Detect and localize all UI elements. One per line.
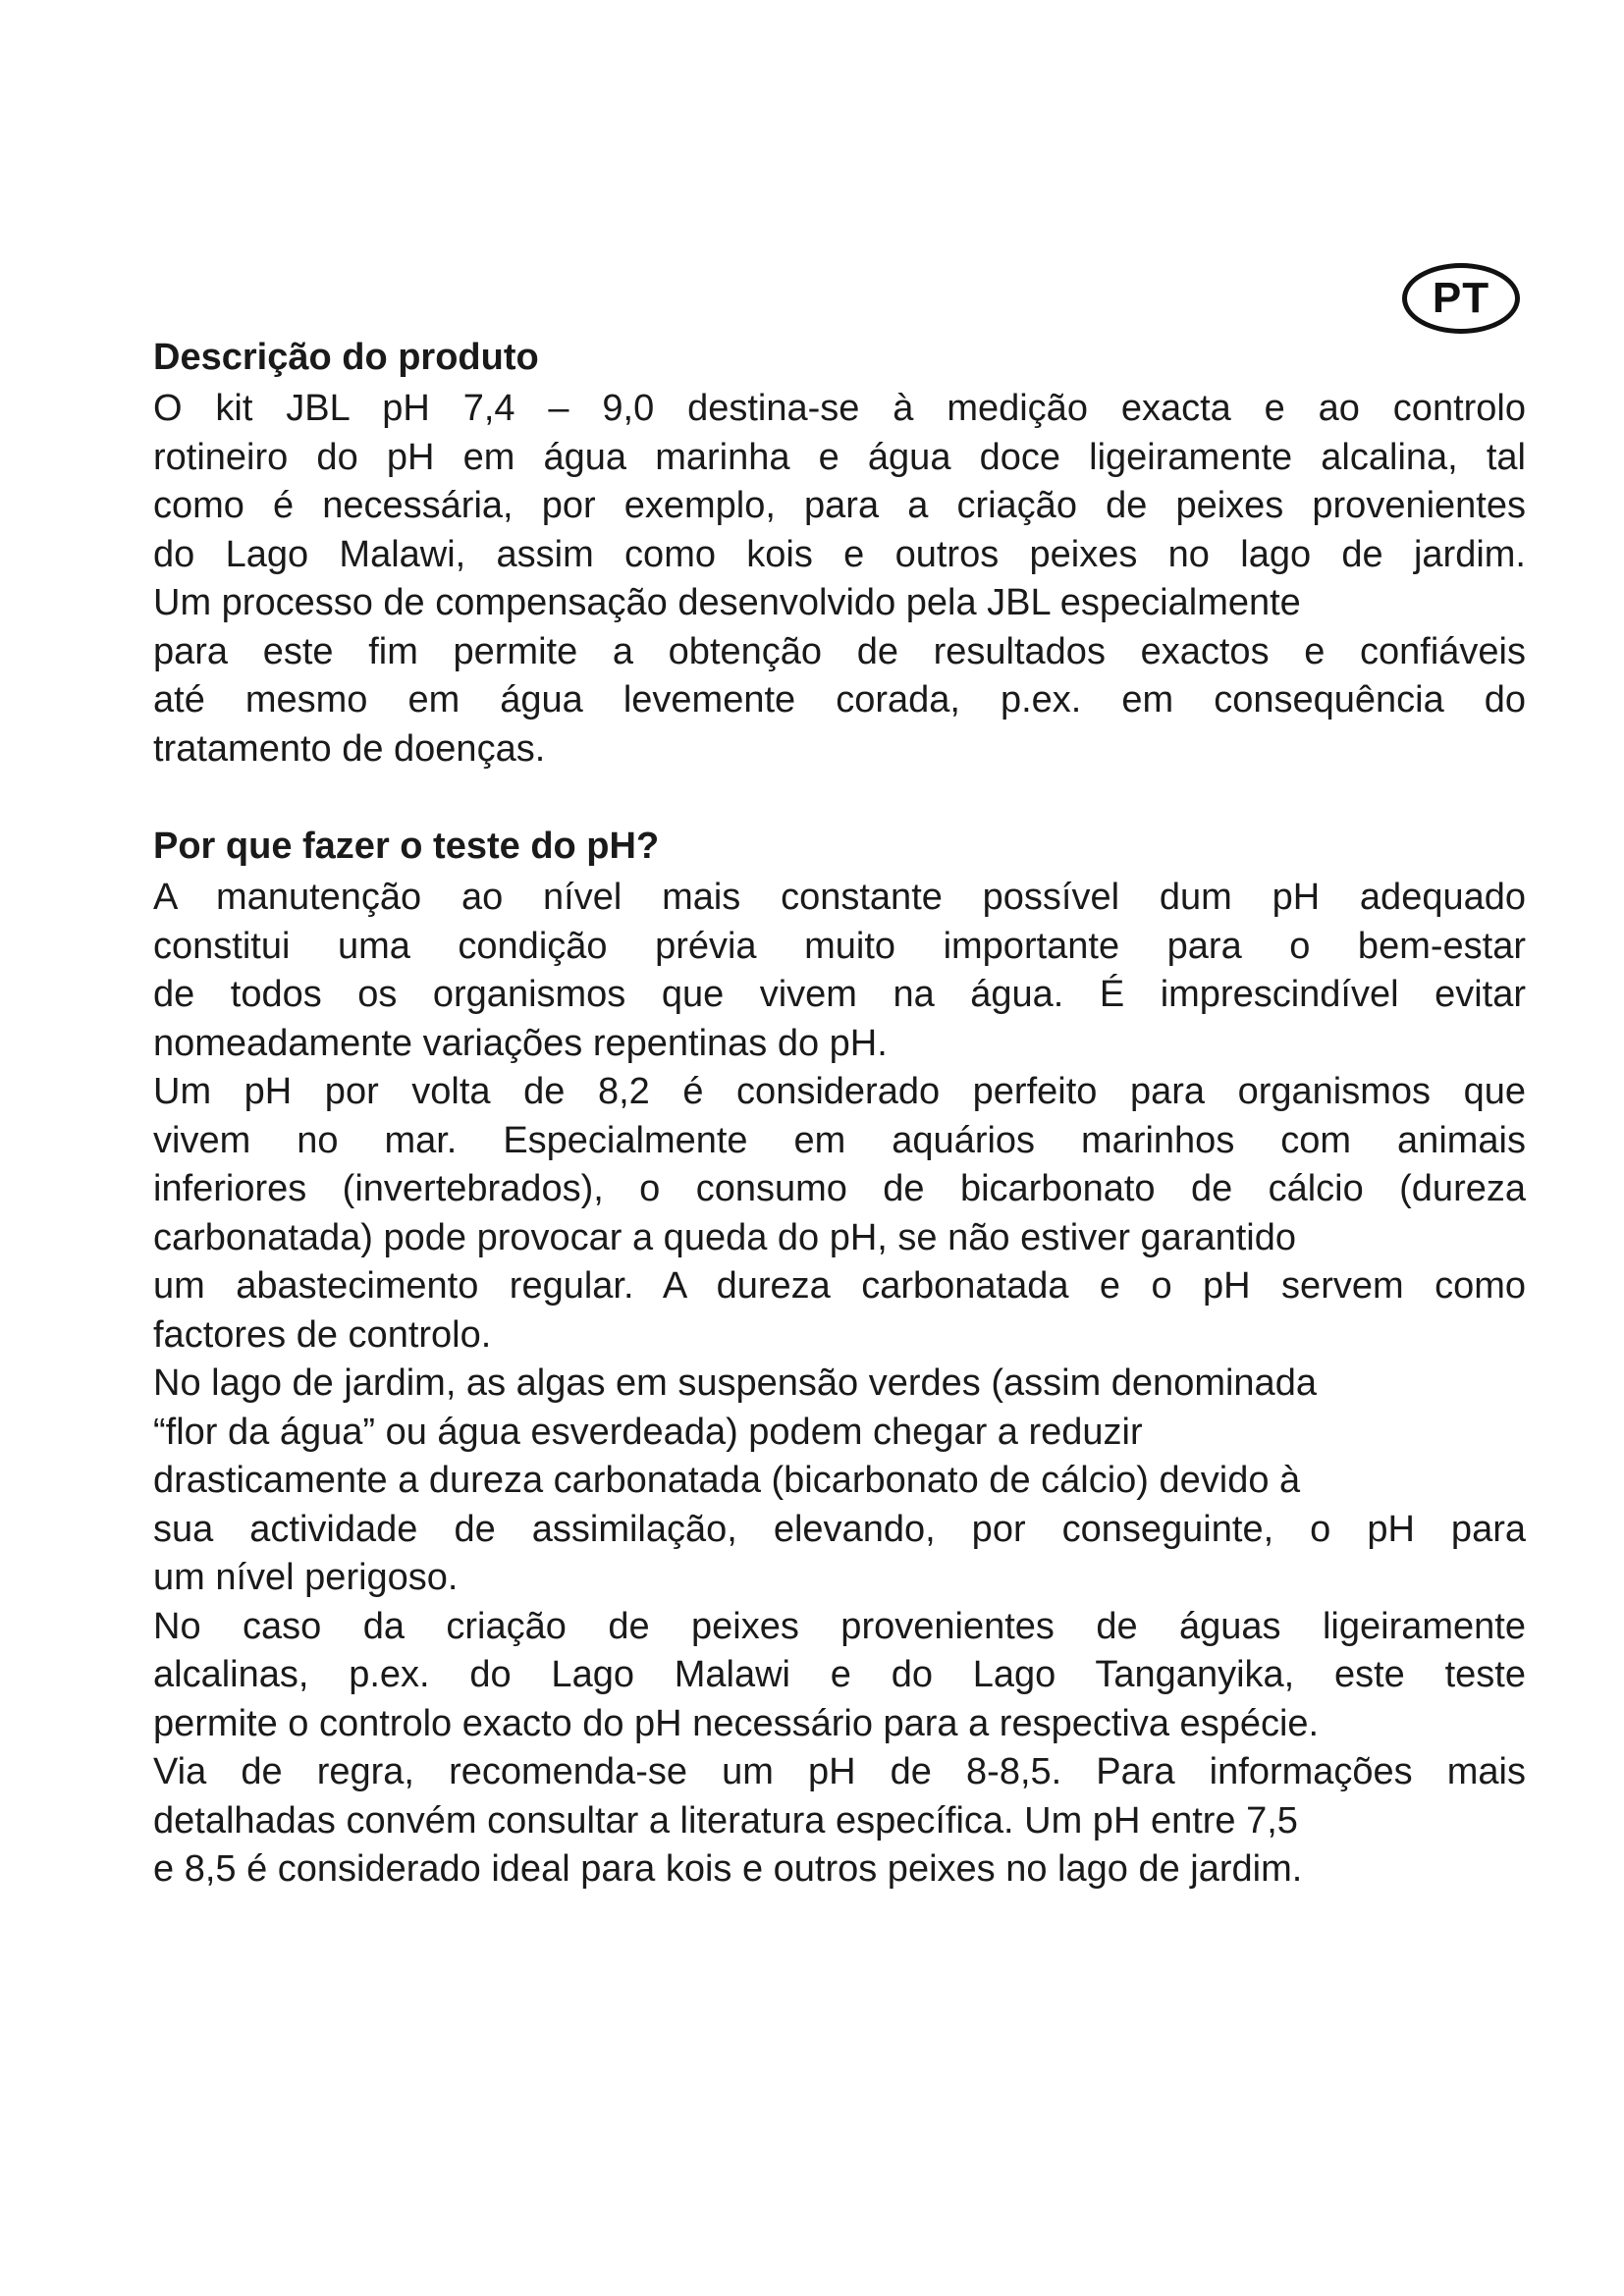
text-line: vivem no mar. Especialmente em aquários marinhos com animais [153,1119,1526,1161]
text-line: como é necessária, por exemplo, para a criação de peixes provenientes [153,485,1526,526]
text-line: O kit JBL pH 7,4 – 9,0 destina-se à medição exacta e ao controlo [153,388,1526,429]
text-line: um abastecimento regular. A dureza carbonatada e o pH servem como [153,1265,1526,1307]
text-line: rotineiro do pH em água marinha e água doce ligeiramente alcalina, tal [153,436,1526,478]
paragraph-why-test-ph [153,874,1526,1895]
text-line: e 8,5 é considerado ideal para kois e outros peixes no lago de jardim. [153,1848,1303,1890]
text-line: alcalinas, p.ex. do Lago Malawi e do Lago Tanganyika, este teste [153,1654,1526,1695]
text-line: “flor da água” ou água esverdeada) podem chegar a reduzir [153,1411,1143,1453]
text-line: Um pH por volta de 8,2 é considerado perfeito para organismos que [153,1071,1526,1112]
text-line: sua actividade de assimilação, elevando, por conseguinte, o pH para [153,1508,1526,1550]
text-line: factores de controlo. [153,1313,492,1356]
text-line: Um processo de compensação desenvolvido pela JBL especialmente [153,582,1301,623]
section-heading-product-description: Descrição do produto [153,337,539,378]
text-line: um nível perigoso. [153,1557,459,1598]
text-line: de todos os organismos que vivem na água. É imprescindível evitar [153,974,1526,1015]
text-line: detalhadas convém consultar a literatura específica. Um pH entre 7,5 [153,1799,1298,1842]
section-heading-why-test-ph: Por que fazer o teste do pH? [153,826,660,867]
text-line: carbonatada) pode provocar a queda do pH, se não estiver garantido [153,1216,1297,1258]
document-body [153,332,1526,1895]
text-line: permite o controlo exacto do pH necessário para a respectiva espécie. [153,1702,1320,1744]
text-line: No caso da criação de peixes provenientes de águas ligeiramente [153,1605,1526,1647]
text-line: nomeadamente variações repentinas do pH. [153,1022,888,1064]
text-line: No lago de jardim, as algas em suspensão verdes (assim denominada [153,1362,1317,1404]
text-line: tratamento de doenças. [153,727,546,770]
language-badge: PT [1402,263,1520,334]
text-line: inferiores (invertebrados), o consumo de bicarbonato de cálcio (dureza [153,1168,1526,1209]
text-line: até mesmo em água levemente corada, p.ex. em consequência do [153,679,1526,721]
text-line: A manutenção ao nível mais constante possível dum pH adequado [153,877,1526,918]
text-line: drasticamente a dureza carbonatada (bicarbonato de cálcio) devido à [153,1460,1301,1501]
paragraph-product-description [153,385,1526,774]
text-line: do Lago Malawi, assim como kois e outros peixes no lago de jardim. [153,533,1526,575]
text-line: Via de regra, recomenda-se um pH de 8-8,5. Para informações mais [153,1751,1526,1792]
text-line: constitui uma condição prévia muito importante para o bem-estar [153,925,1526,967]
text-line: para este fim permite a obtenção de resultados exactos e confiáveis [153,630,1526,672]
